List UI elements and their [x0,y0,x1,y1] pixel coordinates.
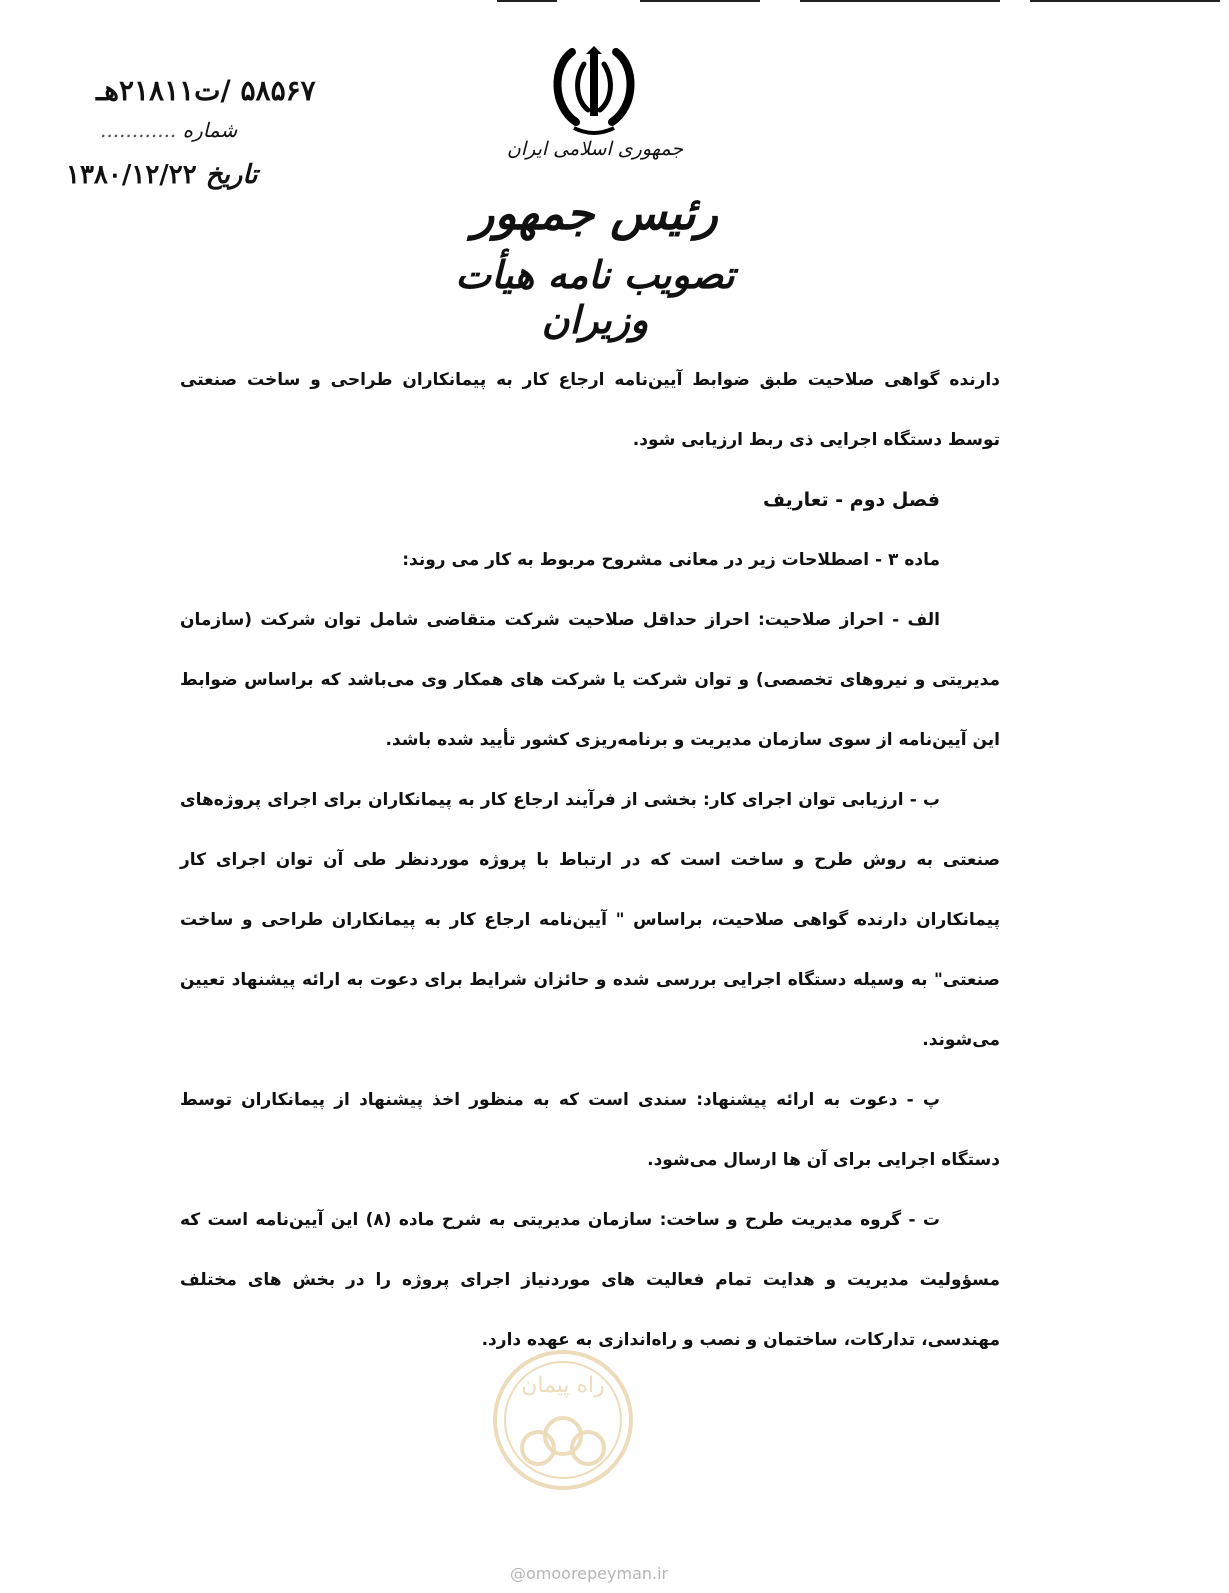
definition-pe: پ - دعوت به ارائه پیشنهاد: سندی است که به منظور اخذ پیشنهاد از پیمانکاران توسط دستگاه اجرایی برای آن ها ارسال می‌شود. [180,1090,1000,1170]
number-label: شماره [182,118,238,142]
stamp-text: راه پیمان [521,1373,605,1398]
document-body [180,350,1000,1370]
watermark-stamp-icon [488,1340,638,1500]
watermark-text: @omoorepeyman.ir [510,1564,669,1583]
definition-te: ت - گروه مدیریت طرح و ساخت: سازمان مدیریتی به شرح ماده (۸) این آیین‌نامه است که مسؤولیت مدیریت و هدایت تمام فعالیت های موردنیاز اجرای پروژه را در بخش های مختلف مهندسی، تدارکات، ساختمان و نصب و راه‌اندازی به عهده دارد. [180,1210,1000,1350]
paragraph-1: دارنده گواهی صلاحیت طبق ضوابط آیین‌نامه ارجاع کار به پیمانکاران طراحی و ساخت صنعتی توسط دستگاه اجرایی ذی ربط ارزیابی شود. [180,370,1000,450]
date-value: ۱۳۸۰/۱۲/۲۲ [66,160,197,190]
iran-emblem-icon [544,44,644,139]
definition-be: ب - ارزیابی توان اجرای کار: بخشی از فرآیند ارجاع کار به پیمانکاران برای اجرای پروژه‌های صنعتی به روش طرح و ساخت است که در ارتباط با پروژه موردنظر طی آن توان اجرای کار پیمانکاران دارنده گواهی صلاحیت، براساس " آیین‌نامه ارجاع کار به پیمانکاران طراحی و ساخت صنعتی" به وسیله دستگاه اجرایی بررسی شده و حائزان شرایط برای دعوت به ارائه پیشنهاد تعیین می‌شوند. [180,790,1000,1050]
letter-number: ۵۸۵۶۷ /ت۲۱۸۱۱هـ [96,74,316,107]
top-rule-2 [640,0,760,2]
approval-title: تصویب نامه هیأت وزیران [455,252,735,342]
date-line [66,160,258,190]
president-title: رئیس جمهور [472,186,718,240]
top-rule-4 [1030,0,1220,2]
top-rule-1 [497,0,557,2]
date-label: تاریخ [205,160,258,190]
definition-alef: الف - احراز صلاحیت: احراز حداقل صلاحیت شرکت متقاضی شامل توان شرکت (سازمان مدیریتی و نیروهای تخصصی) و توان شرکت یا شرکت های همکار وی می‌باشد که براساس ضوابط این آیین‌نامه از سوی سازمان مدیریت و برنامه‌ریزی کشور تأیید شده باشد. [180,610,1000,750]
number-dots: ............ [100,118,177,142]
article-3: ماده ۳ - اصطلاحات زیر در معانی مشروح مربوط به کار می روند: [402,550,940,570]
top-rule-3 [800,0,1000,2]
republic-title: جمهوری اسلامی ایران [506,138,684,160]
number-line [100,118,237,142]
section-title: فصل دوم - تعاریف [762,489,940,511]
